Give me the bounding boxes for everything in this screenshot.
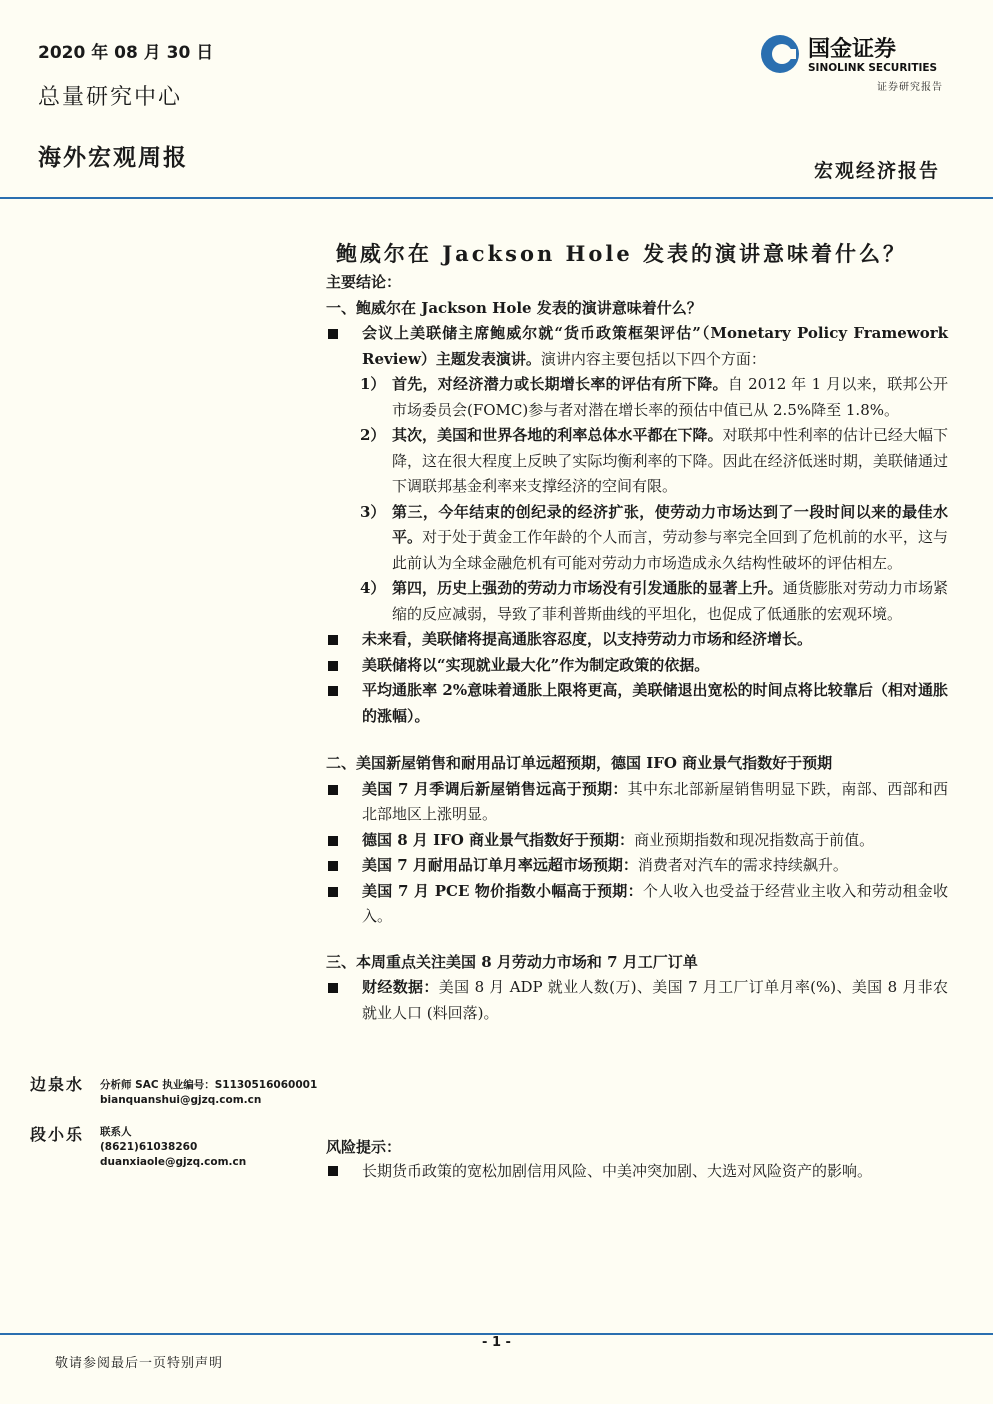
bullet-square-icon [328, 635, 338, 645]
report-series: 海外宏观周报 [38, 144, 188, 171]
bullet-square-icon [328, 329, 338, 339]
item-number: 2） [360, 426, 386, 444]
bullet-item [326, 853, 948, 879]
item-text: 对联邦中性利率的估计已经大幅下降，这在很大程度上反映了实际均衡利率的下降。因此在经济低迷时期，美联储通过下调联邦基金利率来支撑经济的空间有限。 [392, 426, 948, 495]
bullet-bold: 美国 7 月季调后新屋销售远高于预期： [362, 779, 628, 798]
analyst-email[interactable]: bianquanshui@gjzq.com.cn [100, 1094, 262, 1106]
item-bold: 第三，今年结束的创纪录的经济扩张，使劳动力市场达到了一段时间以来的最佳水平。 [392, 502, 948, 546]
bullet-square-icon [328, 836, 338, 846]
analyst-credential: 分析师 SAC 执业编号：S1130516060001 [100, 1079, 318, 1091]
bullet-bold: 会议上美联储主席鲍威尔就“货币政策框架评估”（Monetary Policy Framework Review）主题发表演讲。 [362, 324, 948, 368]
logo-en-text: SINOLINK SECURITIES [808, 62, 938, 74]
header-divider [0, 197, 993, 199]
sinolink-logo [758, 32, 946, 82]
bullet-bold: 美联储将以“实现就业最大化”作为制定政策的依据。 [362, 655, 710, 674]
item-text: 通货膨胀对劳动力市场紧缩的反应减弱，导致了菲利普斯曲线的平坦化，也促成了低通胀的宏观环境。 [392, 579, 948, 623]
bullet-item [326, 1160, 948, 1182]
bullet-text: 演讲内容主要包括以下四个方面： [540, 349, 766, 368]
bullet-text: 消费者对汽车的需求持续飙升。 [637, 856, 848, 874]
risk-section [326, 1136, 948, 1182]
analyst-name: 边泉水 [30, 1075, 85, 1094]
main-content [326, 270, 948, 1026]
report-type: 宏观经济报告 [813, 160, 940, 182]
analyst-email[interactable]: duanxiaole@gjzq.com.cn [100, 1156, 247, 1168]
analyst-block [30, 1072, 320, 1170]
item-number: 4） [360, 579, 386, 597]
section-2-heading: 二、美国新屋销售和耐用品订单远超预期，德国 IFO 商业景气指数好于预期 [326, 754, 833, 772]
bullet-bold: 财经数据： [362, 978, 439, 996]
bullet-item [326, 678, 948, 729]
bullet-text: 美国 8 月 ADP 就业人数(万)、美国 7 月工厂订单月率(%)、美国 8 月非农就业人口 (料回落)。 [362, 978, 948, 1022]
bullet-square-icon [328, 686, 338, 696]
item-text: 对于处于黄金工作年龄的个人而言，劳动参与率完全回到了危机前的水平，这与此前认为全球金融危机有可能对劳动力市场造成永久结构性破坏的评估相左。 [392, 528, 948, 572]
numbered-item [326, 423, 948, 500]
bullet-square-icon [328, 983, 338, 993]
bullet-text: 其中东北部新屋销售明显下跌，南部、西部和西北部地区上涨明显。 [362, 779, 948, 823]
bullet-square-icon [328, 785, 338, 795]
report-title: 鲍威尔在 Jackson Hole 发表的演讲意味着什么？ [335, 241, 908, 266]
numbered-item [326, 372, 948, 423]
analyst-name: 段小乐 [30, 1125, 85, 1144]
item-number: 1） [360, 375, 386, 393]
analyst-entry [30, 1122, 320, 1170]
bullet-item [326, 321, 948, 372]
bullet-bold: 美国 7 月 PCE 物价指数小幅高于预期： [362, 881, 643, 900]
bullet-bold: 未来看，美联储将提高通胀容忍度，以支持劳动力市场和经济增长。 [362, 630, 813, 648]
bullet-item [326, 777, 948, 828]
item-number: 3） [360, 502, 386, 521]
bullet-text: 商业预期指数和现况指数高于前值。 [634, 830, 875, 849]
bullet-bold: 平均通胀率 2%意味着通胀上限将更高，美联储退出宽松的时间点将比较靠后（相对通胀的涨幅）。 [362, 681, 948, 725]
bullet-item [326, 828, 948, 854]
section-1-heading: 一、鲍威尔在 Jackson Hole 发表的演讲意味着什么？ [326, 298, 702, 317]
item-text: 自 2012 年 1 月以来，联邦公开市场委员会(FOMC)参与者对潜在增长率的预估中值已从 2.5%降至 1.8%。 [392, 375, 948, 419]
analyst-entry [30, 1072, 320, 1108]
bullet-item [326, 879, 948, 930]
research-center: 总量研究中心 [38, 85, 183, 110]
risk-label: 风险提示： [326, 1138, 402, 1156]
conclusion-label: 主要结论： [326, 273, 402, 291]
bullet-bold: 德国 8 月 IFO 商业景气指数好于预期： [362, 830, 635, 849]
numbered-item [326, 500, 948, 577]
bullet-bold: 美国 7 月耐用品订单月率远超市场预期： [362, 856, 638, 874]
disclaimer-note: 敬请参阅最后一页特别声明 [55, 1356, 224, 1371]
report-date: 2020 年 08 月 30 日 [38, 43, 214, 63]
bullet-text: 个人收入也受益于经营业主收入和劳动租金收入。 [362, 881, 948, 925]
logo-cn-text: 国金证券 [808, 37, 897, 62]
bullet-item [326, 653, 948, 679]
analyst-phone: (8621)61038260 [100, 1141, 198, 1153]
bullet-square-icon [328, 1166, 338, 1176]
analyst-role: 联系人 [100, 1126, 132, 1138]
bullet-square-icon [328, 661, 338, 671]
bullet-item [326, 627, 948, 653]
page-number: - 1 - [482, 1335, 511, 1350]
item-bold: 其次，美国和世界各地的利率总体水平都在下降。 [392, 426, 723, 444]
section-3-heading: 三、本周重点关注美国 8 月劳动力市场和 7 月工厂订单 [326, 952, 698, 971]
bullet-square-icon [328, 861, 338, 871]
item-bold: 第四，历史上强劲的劳动力市场没有引发通胀的显著上升。 [392, 579, 783, 597]
bullet-item [326, 975, 948, 1026]
item-bold: 首先，对经济潜力或长期增长率的评估有所下降。 [392, 375, 728, 393]
logo-subtitle: 证券研究报告 [877, 82, 943, 93]
bullet-square-icon [328, 887, 338, 897]
numbered-item [326, 576, 948, 627]
risk-text: 长期货币政策的宽松加剧信用风险、中美冲突加剧、大选对风险资产的影响。 [362, 1162, 873, 1180]
